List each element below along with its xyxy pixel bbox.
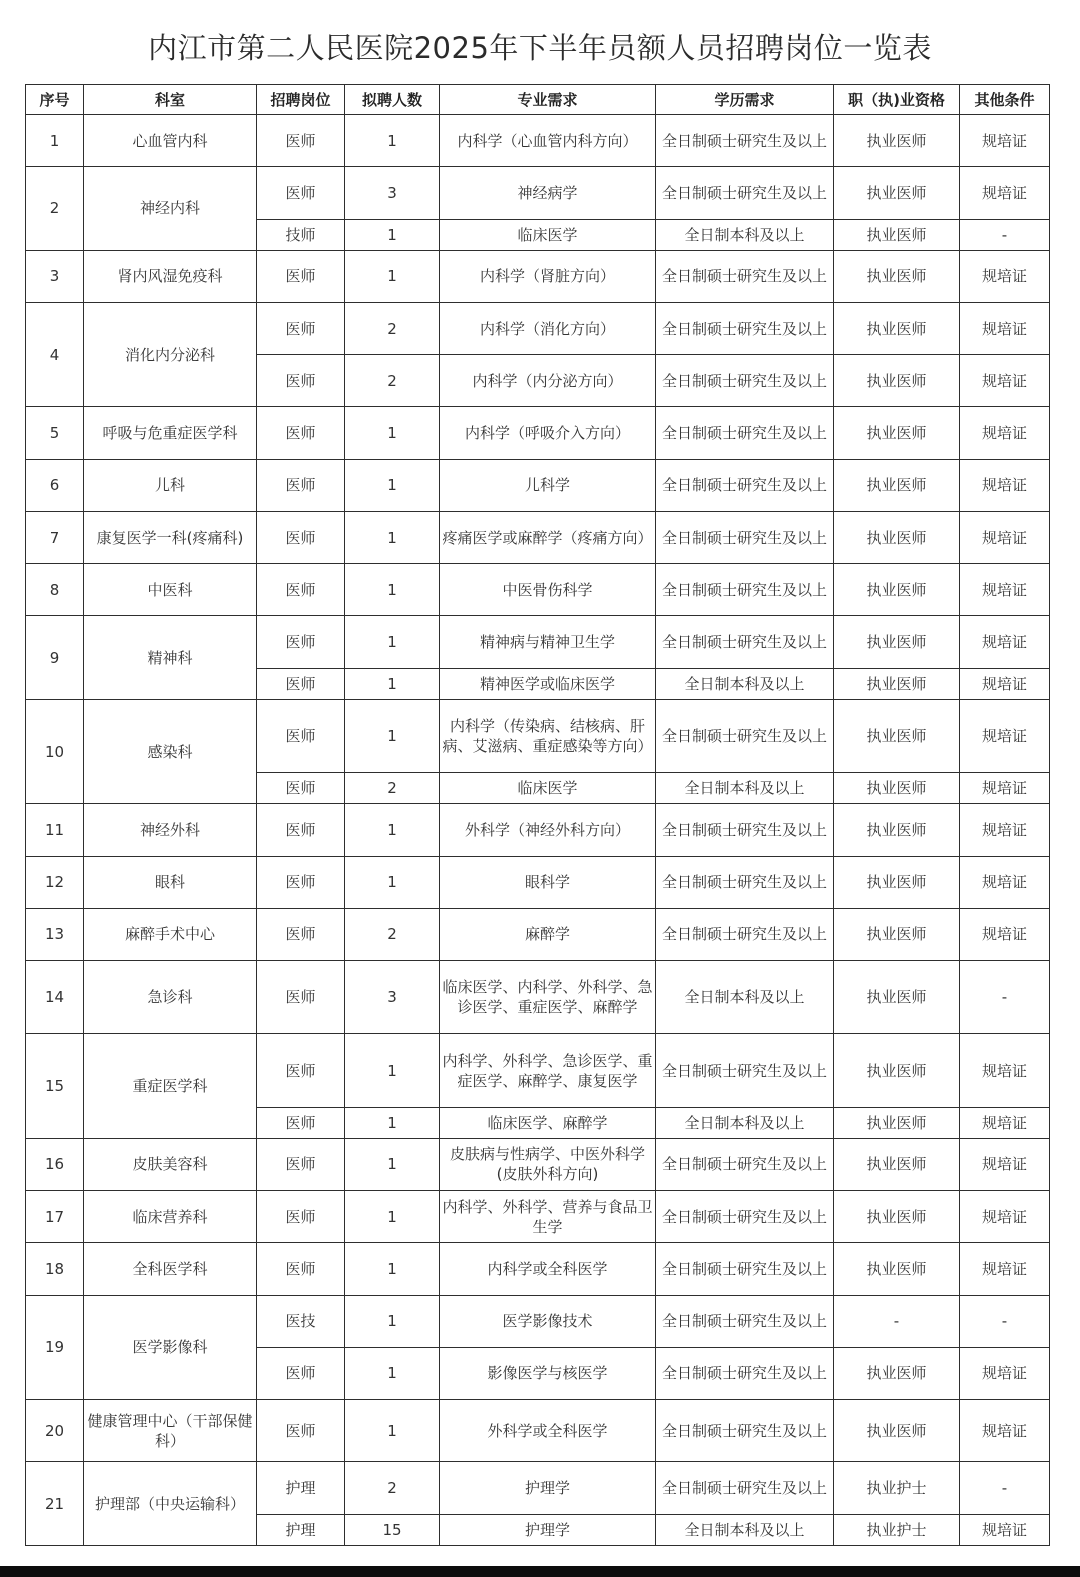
- major-cell: 影像医学与核医学: [440, 1347, 656, 1399]
- other-cell: 规培证: [960, 616, 1050, 668]
- table-row: [26, 1400, 1050, 1462]
- page-title: 内江市第二人民医院2025年下半年员额人员招聘岗位一览表: [148, 31, 932, 65]
- other-cell: 规培证: [960, 773, 1050, 804]
- other-cell: 规培证: [960, 355, 1050, 407]
- major-cell: 精神医学或临床医学: [440, 668, 656, 699]
- position-cell: 医师: [257, 908, 345, 960]
- other-cell: 规培证: [960, 1191, 1050, 1243]
- education-cell: 全日制本科及以上: [656, 773, 834, 804]
- major-cell: 护理学: [440, 1514, 656, 1545]
- header-no: 序号: [26, 85, 84, 115]
- department-cell: 儿科: [84, 459, 257, 511]
- header-row: [26, 85, 1050, 115]
- other-cell: -: [960, 1462, 1050, 1514]
- header-qualification: 职（执)业资格: [834, 85, 960, 115]
- row-number-cell: 12: [26, 856, 84, 908]
- table-row: [26, 699, 1050, 772]
- major-cell: 外科学或全科医学: [440, 1400, 656, 1462]
- table-row: [26, 250, 1050, 302]
- major-cell: 内科学（内分泌方向）: [440, 355, 656, 407]
- position-cell: 医师: [257, 302, 345, 354]
- position-cell: 医师: [257, 167, 345, 219]
- department-cell: 全科医学科: [84, 1243, 257, 1295]
- other-cell: 规培证: [960, 167, 1050, 219]
- education-cell: 全日制硕士研究生及以上: [656, 856, 834, 908]
- qualification-cell: 执业医师: [834, 167, 960, 219]
- other-cell: -: [960, 961, 1050, 1034]
- major-cell: 临床医学: [440, 219, 656, 250]
- position-cell: 医师: [257, 1034, 345, 1107]
- row-number-cell: 11: [26, 804, 84, 856]
- department-cell: 麻醉手术中心: [84, 908, 257, 960]
- other-cell: 规培证: [960, 250, 1050, 302]
- count-cell: 2: [345, 908, 440, 960]
- education-cell: 全日制本科及以上: [656, 1107, 834, 1138]
- department-cell: 健康管理中心（干部保健科）: [84, 1400, 257, 1462]
- count-cell: 1: [345, 804, 440, 856]
- major-cell: 内科学、外科学、营养与食品卫生学: [440, 1191, 656, 1243]
- count-cell: 1: [345, 250, 440, 302]
- count-cell: 1: [345, 1034, 440, 1107]
- department-cell: 中医科: [84, 564, 257, 616]
- position-cell: 医师: [257, 668, 345, 699]
- department-cell: 重症医学科: [84, 1034, 257, 1138]
- count-cell: 1: [345, 1243, 440, 1295]
- header-major: 专业需求: [440, 85, 656, 115]
- count-cell: 1: [345, 699, 440, 772]
- count-cell: 1: [345, 1295, 440, 1347]
- position-cell: 医师: [257, 564, 345, 616]
- major-cell: 精神病与精神卫生学: [440, 616, 656, 668]
- major-cell: 神经病学: [440, 167, 656, 219]
- row-number-cell: 16: [26, 1138, 84, 1190]
- department-cell: 呼吸与危重症医学科: [84, 407, 257, 459]
- major-cell: 外科学（神经外科方向）: [440, 804, 656, 856]
- department-cell: 眼科: [84, 856, 257, 908]
- row-number-cell: 20: [26, 1400, 84, 1462]
- qualification-cell: 执业医师: [834, 407, 960, 459]
- other-cell: 规培证: [960, 459, 1050, 511]
- count-cell: 2: [345, 355, 440, 407]
- table-row: [26, 856, 1050, 908]
- major-cell: 内科学（心血管内科方向）: [440, 115, 656, 167]
- department-cell: 精神科: [84, 616, 257, 699]
- table-row: [26, 908, 1050, 960]
- education-cell: 全日制硕士研究生及以上: [656, 459, 834, 511]
- count-cell: 1: [345, 407, 440, 459]
- header-education: 学历需求: [656, 85, 834, 115]
- major-cell: 儿科学: [440, 459, 656, 511]
- education-cell: 全日制硕士研究生及以上: [656, 908, 834, 960]
- department-cell: 护理部（中央运输科）: [84, 1462, 257, 1546]
- major-cell: 内科学或全科医学: [440, 1243, 656, 1295]
- other-cell: -: [960, 1295, 1050, 1347]
- table-row: [26, 302, 1050, 354]
- other-cell: 规培证: [960, 1034, 1050, 1107]
- position-cell: 医师: [257, 804, 345, 856]
- qualification-cell: 执业医师: [834, 804, 960, 856]
- row-number-cell: 10: [26, 699, 84, 803]
- education-cell: 全日制硕士研究生及以上: [656, 804, 834, 856]
- major-cell: 临床医学、内科学、外科学、急诊医学、重症医学、麻醉学: [440, 961, 656, 1034]
- position-cell: 医师: [257, 1191, 345, 1243]
- qualification-cell: 执业医师: [834, 856, 960, 908]
- education-cell: 全日制硕士研究生及以上: [656, 355, 834, 407]
- other-cell: 规培证: [960, 908, 1050, 960]
- row-number-cell: 18: [26, 1243, 84, 1295]
- position-cell: 技师: [257, 219, 345, 250]
- education-cell: 全日制硕士研究生及以上: [656, 1347, 834, 1399]
- other-cell: 规培证: [960, 302, 1050, 354]
- row-number-cell: 3: [26, 250, 84, 302]
- row-number-cell: 2: [26, 167, 84, 250]
- qualification-cell: 执业医师: [834, 1107, 960, 1138]
- other-cell: 规培证: [960, 668, 1050, 699]
- count-cell: 1: [345, 1347, 440, 1399]
- major-cell: 眼科学: [440, 856, 656, 908]
- department-cell: 消化内分泌科: [84, 302, 257, 407]
- count-cell: 1: [345, 459, 440, 511]
- department-cell: 急诊科: [84, 961, 257, 1034]
- recruitment-table: [25, 84, 1050, 1546]
- other-cell: 规培证: [960, 856, 1050, 908]
- education-cell: 全日制硕士研究生及以上: [656, 1243, 834, 1295]
- qualification-cell: 执业医师: [834, 1243, 960, 1295]
- other-cell: 规培证: [960, 1107, 1050, 1138]
- header-position: 招聘岗位: [257, 85, 345, 115]
- other-cell: 规培证: [960, 407, 1050, 459]
- table-row: [26, 167, 1050, 219]
- count-cell: 1: [345, 115, 440, 167]
- education-cell: 全日制硕士研究生及以上: [656, 1191, 834, 1243]
- table-row: [26, 961, 1050, 1034]
- qualification-cell: 执业医师: [834, 250, 960, 302]
- qualification-cell: 执业医师: [834, 1347, 960, 1399]
- table-row: [26, 407, 1050, 459]
- other-cell: 规培证: [960, 1243, 1050, 1295]
- education-cell: 全日制硕士研究生及以上: [656, 115, 834, 167]
- table-row: [26, 1243, 1050, 1295]
- header-dept: 科室: [84, 85, 257, 115]
- position-cell: 医师: [257, 1400, 345, 1462]
- qualification-cell: 执业医师: [834, 699, 960, 772]
- count-cell: 1: [345, 616, 440, 668]
- qualification-cell: 执业医师: [834, 302, 960, 354]
- major-cell: 内科学（呼吸介入方向）: [440, 407, 656, 459]
- department-cell: 肾内风湿免疫科: [84, 250, 257, 302]
- position-cell: 医技: [257, 1295, 345, 1347]
- row-number-cell: 17: [26, 1191, 84, 1243]
- position-cell: 护理: [257, 1462, 345, 1514]
- position-cell: 医师: [257, 1107, 345, 1138]
- department-cell: 皮肤美容科: [84, 1138, 257, 1190]
- row-number-cell: 5: [26, 407, 84, 459]
- major-cell: 内科学、外科学、急诊医学、重症医学、麻醉学、康复医学: [440, 1034, 656, 1107]
- row-number-cell: 21: [26, 1462, 84, 1546]
- major-cell: 皮肤病与性病学、中医外科学(皮肤外科方向): [440, 1138, 656, 1190]
- other-cell: 规培证: [960, 1514, 1050, 1545]
- qualification-cell: 执业护士: [834, 1462, 960, 1514]
- table-row: [26, 1138, 1050, 1190]
- qualification-cell: 执业医师: [834, 511, 960, 563]
- count-cell: 1: [345, 564, 440, 616]
- header-other: 其他条件: [960, 85, 1050, 115]
- count-cell: 1: [345, 511, 440, 563]
- row-number-cell: 9: [26, 616, 84, 699]
- major-cell: 麻醉学: [440, 908, 656, 960]
- table-row: [26, 616, 1050, 668]
- position-cell: 医师: [257, 1243, 345, 1295]
- department-cell: 康复医学一科(疼痛科): [84, 511, 257, 563]
- qualification-cell: 执业医师: [834, 459, 960, 511]
- education-cell: 全日制硕士研究生及以上: [656, 1034, 834, 1107]
- education-cell: 全日制硕士研究生及以上: [656, 1400, 834, 1462]
- other-cell: -: [960, 219, 1050, 250]
- major-cell: 中医骨伤科学: [440, 564, 656, 616]
- table-row: [26, 1295, 1050, 1347]
- count-cell: 1: [345, 1107, 440, 1138]
- education-cell: 全日制本科及以上: [656, 668, 834, 699]
- qualification-cell: 执业医师: [834, 773, 960, 804]
- major-cell: 内科学（消化方向）: [440, 302, 656, 354]
- department-cell: 心血管内科: [84, 115, 257, 167]
- position-cell: 医师: [257, 407, 345, 459]
- education-cell: 全日制硕士研究生及以上: [656, 1462, 834, 1514]
- position-cell: 医师: [257, 115, 345, 167]
- education-cell: 全日制本科及以上: [656, 219, 834, 250]
- major-cell: 医学影像技术: [440, 1295, 656, 1347]
- department-cell: 临床营养科: [84, 1191, 257, 1243]
- qualification-cell: 执业医师: [834, 961, 960, 1034]
- position-cell: 医师: [257, 1138, 345, 1190]
- qualification-cell: 执业医师: [834, 564, 960, 616]
- qualification-cell: 执业医师: [834, 908, 960, 960]
- education-cell: 全日制硕士研究生及以上: [656, 1295, 834, 1347]
- position-cell: 医师: [257, 773, 345, 804]
- other-cell: 规培证: [960, 511, 1050, 563]
- qualification-cell: 执业医师: [834, 1034, 960, 1107]
- count-cell: 15: [345, 1514, 440, 1545]
- other-cell: 规培证: [960, 1138, 1050, 1190]
- table-row: [26, 804, 1050, 856]
- count-cell: 3: [345, 167, 440, 219]
- row-number-cell: 13: [26, 908, 84, 960]
- education-cell: 全日制硕士研究生及以上: [656, 1138, 834, 1190]
- education-cell: 全日制硕士研究生及以上: [656, 250, 834, 302]
- position-cell: 医师: [257, 250, 345, 302]
- position-cell: 医师: [257, 511, 345, 563]
- count-cell: 1: [345, 856, 440, 908]
- major-cell: 内科学（传染病、结核病、肝病、艾滋病、重症感染等方向）: [440, 699, 656, 772]
- qualification-cell: 执业医师: [834, 115, 960, 167]
- qualification-cell: 执业医师: [834, 219, 960, 250]
- education-cell: 全日制硕士研究生及以上: [656, 511, 834, 563]
- row-number-cell: 1: [26, 115, 84, 167]
- education-cell: 全日制硕士研究生及以上: [656, 616, 834, 668]
- count-cell: 1: [345, 1138, 440, 1190]
- other-cell: 规培证: [960, 1347, 1050, 1399]
- education-cell: 全日制硕士研究生及以上: [656, 564, 834, 616]
- row-number-cell: 6: [26, 459, 84, 511]
- qualification-cell: 执业护士: [834, 1514, 960, 1545]
- position-cell: 护理: [257, 1514, 345, 1545]
- education-cell: 全日制硕士研究生及以上: [656, 167, 834, 219]
- table-row: [26, 511, 1050, 563]
- education-cell: 全日制本科及以上: [656, 1514, 834, 1545]
- department-cell: 感染科: [84, 699, 257, 803]
- position-cell: 医师: [257, 699, 345, 772]
- row-number-cell: 19: [26, 1295, 84, 1400]
- department-cell: 医学影像科: [84, 1295, 257, 1400]
- position-cell: 医师: [257, 961, 345, 1034]
- qualification-cell: 执业医师: [834, 1138, 960, 1190]
- other-cell: 规培证: [960, 804, 1050, 856]
- count-cell: 1: [345, 219, 440, 250]
- education-cell: 全日制本科及以上: [656, 961, 834, 1034]
- table-row: [26, 564, 1050, 616]
- other-cell: 规培证: [960, 115, 1050, 167]
- table-row: [26, 1191, 1050, 1243]
- major-cell: 临床医学、麻醉学: [440, 1107, 656, 1138]
- qualification-cell: 执业医师: [834, 1191, 960, 1243]
- row-number-cell: 7: [26, 511, 84, 563]
- qualification-cell: 执业医师: [834, 668, 960, 699]
- other-cell: 规培证: [960, 699, 1050, 772]
- header-count: 拟聘人数: [345, 85, 440, 115]
- table-row: [26, 459, 1050, 511]
- major-cell: 护理学: [440, 1462, 656, 1514]
- department-cell: 神经内科: [84, 167, 257, 250]
- count-cell: 1: [345, 1400, 440, 1462]
- count-cell: 3: [345, 961, 440, 1034]
- count-cell: 1: [345, 668, 440, 699]
- row-number-cell: 15: [26, 1034, 84, 1138]
- other-cell: 规培证: [960, 1400, 1050, 1462]
- row-number-cell: 8: [26, 564, 84, 616]
- position-cell: 医师: [257, 616, 345, 668]
- qualification-cell: -: [834, 1295, 960, 1347]
- table-row: [26, 1034, 1050, 1107]
- position-cell: 医师: [257, 355, 345, 407]
- position-cell: 医师: [257, 856, 345, 908]
- major-cell: 内科学（肾脏方向）: [440, 250, 656, 302]
- table-row: [26, 115, 1050, 167]
- education-cell: 全日制硕士研究生及以上: [656, 407, 834, 459]
- bottom-border-bar: [0, 1566, 1080, 1577]
- count-cell: 2: [345, 773, 440, 804]
- qualification-cell: 执业医师: [834, 616, 960, 668]
- qualification-cell: 执业医师: [834, 1400, 960, 1462]
- position-cell: 医师: [257, 1347, 345, 1399]
- department-cell: 神经外科: [84, 804, 257, 856]
- count-cell: 2: [345, 302, 440, 354]
- qualification-cell: 执业医师: [834, 355, 960, 407]
- education-cell: 全日制硕士研究生及以上: [656, 302, 834, 354]
- count-cell: 1: [345, 1191, 440, 1243]
- major-cell: 临床医学: [440, 773, 656, 804]
- major-cell: 疼痛医学或麻醉学（疼痛方向）: [440, 511, 656, 563]
- table-row: [26, 1462, 1050, 1514]
- row-number-cell: 14: [26, 961, 84, 1034]
- education-cell: 全日制硕士研究生及以上: [656, 699, 834, 772]
- count-cell: 2: [345, 1462, 440, 1514]
- position-cell: 医师: [257, 459, 345, 511]
- row-number-cell: 4: [26, 302, 84, 407]
- other-cell: 规培证: [960, 564, 1050, 616]
